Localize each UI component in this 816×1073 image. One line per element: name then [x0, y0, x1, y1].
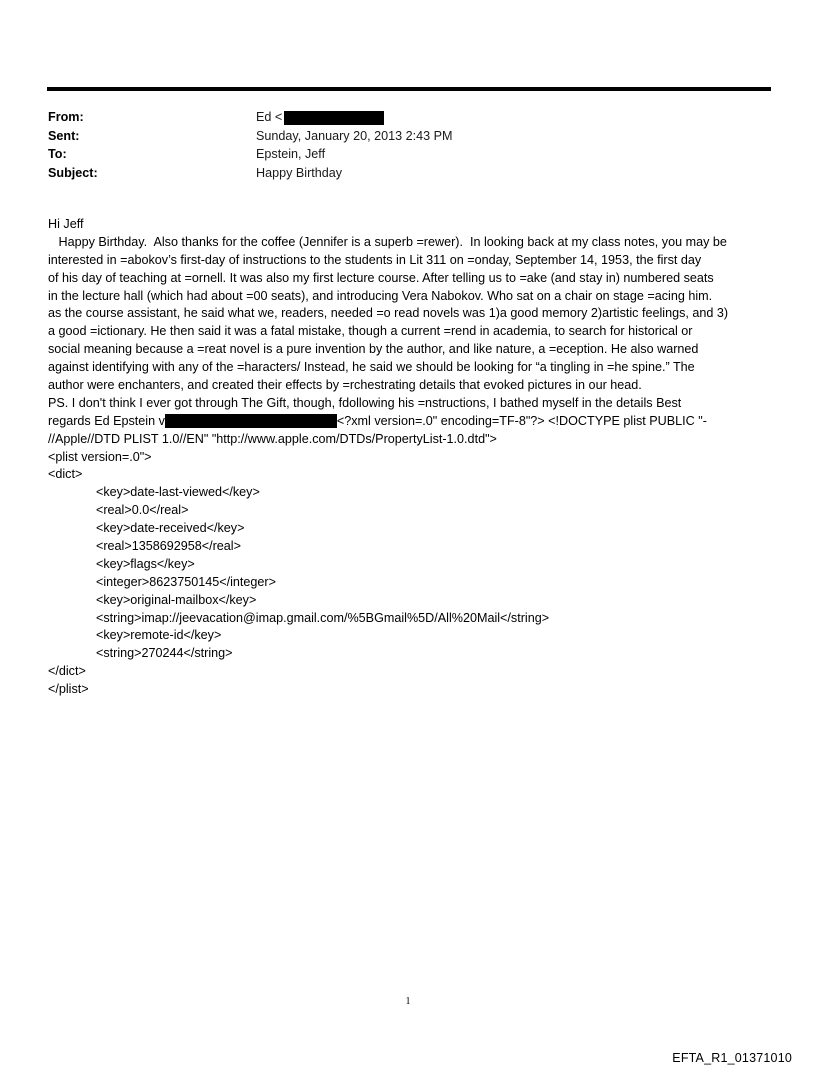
dict-line: <real>1358692958</real>: [96, 539, 241, 554]
regards-suffix: <?xml version=.0" encoding=TF-8"?> <!DOCTYPE plist PUBLIC "-: [336, 413, 707, 428]
dict-line: <real>0.0</real>: [96, 503, 189, 518]
dict-line: <string>imap://jeevacation@imap.gmail.com/%5BGmail%5D/All%20Mail</string>: [96, 610, 550, 625]
sent-row: [48, 127, 453, 146]
from-label: From:: [48, 110, 84, 124]
body-line: a good =ictionary. He then said it was a fatal mistake, though a current =rend in academia, to search for historical or: [48, 324, 693, 339]
subject-row: [48, 164, 453, 183]
body-line: author were enchanters, and created their effects by =rchestrating details that evoked pictures in our head.: [48, 378, 642, 393]
from-row: [48, 108, 453, 127]
to-label: To:: [48, 147, 67, 161]
body-line: of his day of teaching at =ornell. It was also my first lecture course. After telling us to =ake (and stay in) numbered seats: [48, 270, 714, 285]
ps-line: PS. I don't think I ever got through The Gift, though, fdollowing his =nstructions, I bathed myself in the details Best: [48, 395, 682, 410]
from-value: Ed <: [256, 110, 283, 124]
doctype-line: //Apple//DTD PLIST 1.0//EN" "http://www.apple.com/DTDs/PropertyList-1.0.dtd">: [48, 431, 497, 446]
plist-close: </plist>: [48, 682, 89, 697]
sent-label: Sent:: [48, 128, 80, 143]
email-body: [48, 216, 774, 699]
body-line: social meaning because a =reat novel is a pure invention by the author, and like nature, a =eception. He also warned: [48, 342, 699, 357]
body-line: against identifying with any of the =haracters/ Instead, he said we should be looking for “a tingling in =he spine.” The: [48, 360, 695, 375]
to-value: Epstein, Jeff: [256, 147, 326, 161]
dict-line: <key>original-mailbox</key>: [96, 592, 257, 607]
header-rule: [47, 87, 771, 91]
dict-line: <key>date-received</key>: [96, 521, 245, 536]
plist-open: <plist version=.0">: [48, 449, 152, 464]
dict-line: <integer>8623750145</integer>: [96, 574, 276, 589]
greeting: Hi Jeff: [48, 217, 84, 231]
body-line: in the lecture hall (which had about =00 seats), and introducing Vera Nabokov. Who sat on a chair on stage =acing him.: [48, 288, 713, 303]
redaction-bar: [165, 414, 337, 428]
body-line: interested in =abokov’s first-day of instructions to the students in Lit 311 on =onday, September 14, 1953, the first day: [48, 252, 702, 267]
body-line: Happy Birthday. Also thanks for the coffee (Jennifer is a superb =rewer). In looking back at my class notes, you may be: [48, 234, 727, 249]
body-line: as the course assistant, he said what we, readers, needed =o read novels was 1)a good memory 2)artistic feelings, and 3): [48, 306, 729, 321]
to-row: [48, 145, 453, 164]
dict-line: <string>270244</string>: [96, 646, 233, 661]
dict-line: <key>date-last-viewed</key>: [96, 485, 260, 500]
sent-value: Sunday, January 20, 2013 2:43 PM: [256, 128, 453, 143]
dict-line: <key>remote-id</key>: [96, 628, 222, 643]
subject-value: Happy Birthday: [256, 165, 343, 180]
regards-line: [48, 413, 774, 431]
redaction-bar: [284, 111, 384, 125]
document-id: EFTA_R1_01371010: [672, 1051, 792, 1065]
email-header: [48, 108, 453, 182]
regards-prefix: regards Ed Epstein v: [48, 413, 165, 428]
dict-close: </dict>: [48, 664, 86, 679]
subject-label: Subject:: [48, 165, 98, 180]
dict-line: <key>flags</key>: [96, 556, 195, 571]
page-number: 1: [405, 996, 411, 1007]
dict-open: <dict>: [48, 467, 83, 482]
